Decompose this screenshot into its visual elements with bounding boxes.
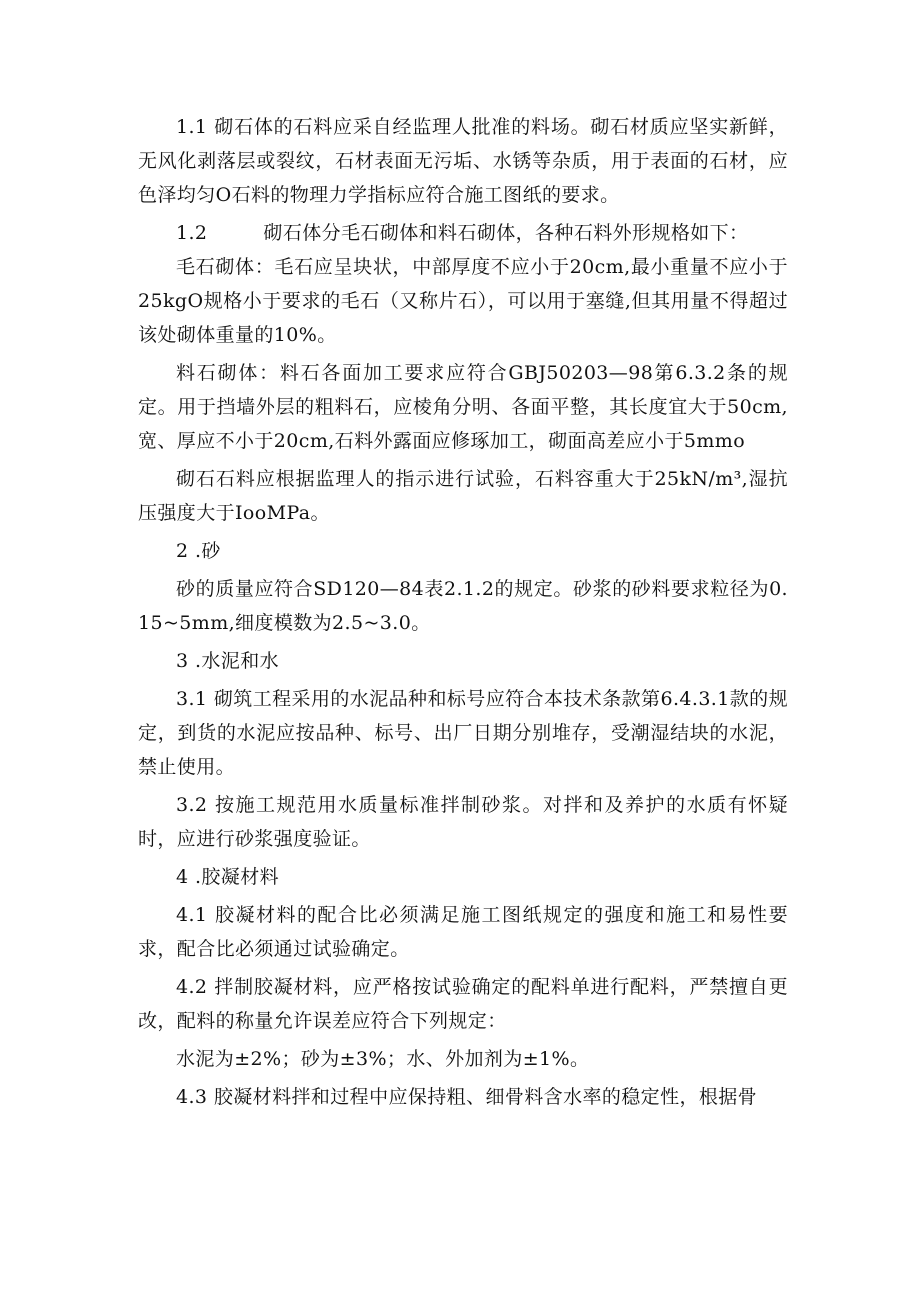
paragraph-1-1: [138, 110, 788, 212]
paragraph-stone-testing: [138, 462, 788, 530]
section-number: 4: [176, 866, 189, 888]
heading-text: .水泥和水: [194, 650, 279, 672]
paragraph-text: 拌制胶凝材料，应严格按试验确定的配料单进行配料，严禁擅自更改，配料的称量允许误差应符合下列规定：: [138, 976, 788, 1032]
paragraph-text: 砂的质量应符合SD120—84表2.1.2的规定。砂浆的砂料要求粒径为0.15~5mm,细度模数为2.5~3.0。: [138, 578, 788, 634]
paragraph-3-1: [138, 682, 788, 784]
paragraph-text: 料石砌体：料石各面加工要求应符合GBJ50203—98第6.3.2条的规定。用于挡墙外层的粗料石，应棱角分明、各面平整，其长度宜大于50cm,宽、厚应不小于20cm,石料外露面应修琢加工，砌面高差应小于5mmo: [138, 362, 788, 452]
paragraph-text: 按施工规范用水质量标准拌制砂浆。对拌和及养护的水质有怀疑时，应进行砂浆强度验证。: [138, 794, 788, 850]
paragraph-tolerances: [138, 1042, 788, 1076]
heading-sand: [138, 534, 788, 568]
section-number: 3.1: [176, 688, 208, 710]
paragraph-1-2: [138, 216, 788, 250]
paragraph-3-2: [138, 788, 788, 856]
paragraph-ashlar-masonry: [138, 356, 788, 458]
paragraph-text: 砌石体分毛石砌体和料石砌体，各种石料外形规格如下：: [263, 222, 749, 244]
heading-cement-water: [138, 644, 788, 678]
document-page: [138, 110, 788, 1114]
section-number: 2: [176, 540, 189, 562]
paragraph-text: 胶凝材料拌和过程中应保持粗、细骨料含水率的稳定性，根据骨: [213, 1086, 758, 1108]
heading-text: .胶凝材料: [194, 866, 279, 888]
paragraph-text: 水泥为±2%；砂为±3%；水、外加剂为±1%。: [176, 1048, 590, 1070]
section-number: 3.2: [176, 794, 208, 816]
heading-text: .砂: [194, 540, 221, 562]
paragraph-4-2: [138, 970, 788, 1038]
paragraph-4-3: [138, 1080, 788, 1114]
paragraph-text: 砌筑工程采用的水泥品种和标号应符合本技术条款第6.4.3.1款的规定，到货的水泥应按品种、标号、出厂日期分别堆存，受潮湿结块的水泥，禁止使用。: [138, 688, 788, 778]
section-number: 4.2: [176, 976, 208, 998]
paragraph-text: 胶凝材料的配合比必须满足施工图纸规定的强度和施工和易性要求，配合比必须通过试验确定。: [138, 904, 788, 960]
paragraph-text: 毛石砌体：毛石应呈块状，中部厚度不应小于20cm,最小重量不应小于25kgO规格小于要求的毛石（又称片石），可以用于塞缝,但其用量不得超过该处砌体重量的10%。: [138, 256, 788, 346]
paragraph-sand-quality: [138, 572, 788, 640]
section-number: 3: [176, 650, 189, 672]
section-number: 4.1: [176, 904, 208, 926]
section-number: 1.1: [176, 116, 208, 138]
paragraph-4-1: [138, 898, 788, 966]
paragraph-text: 砌石体的石料应采自经监理人批准的料场。砌石材质应坚实新鲜，无风化剥落层或裂纹，石材表面无污垢、水锈等杂质，用于表面的石材，应色泽均匀O石料的物理力学指标应符合施工图纸的要求。: [138, 116, 788, 206]
paragraph-text: 砌石石料应根据监理人的指示进行试验，石料容重大于25kN∕m³,湿抗压强度大于IooMPa。: [138, 468, 788, 524]
section-number: 4.3: [176, 1086, 208, 1108]
section-number: 1.2: [176, 222, 208, 244]
heading-binder: [138, 860, 788, 894]
paragraph-rubble-masonry: [138, 250, 788, 352]
